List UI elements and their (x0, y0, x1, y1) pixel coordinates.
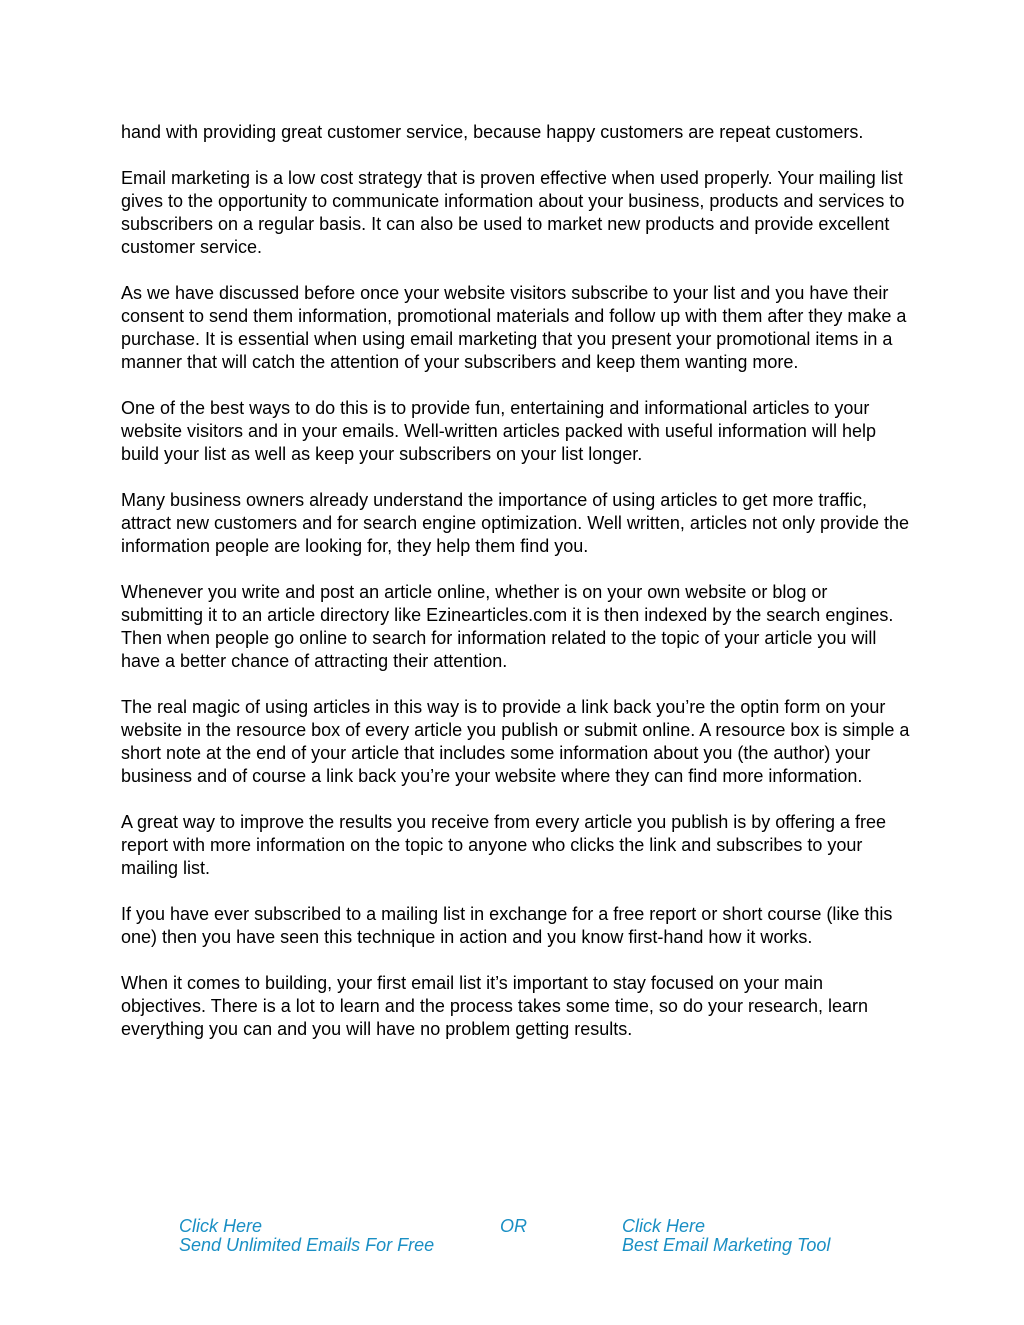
footer-left-link-group (179, 1217, 434, 1255)
best-email-marketing-tool-link[interactable]: Best Email Marketing Tool (622, 1235, 831, 1255)
paragraph: hand with providing great customer service, because happy customers are repeat customers. (121, 122, 864, 142)
footer-right-link-group (622, 1217, 830, 1255)
paragraph: One of the best ways to do this is to provide fun, entertaining and informational articles to your website visitors and in your emails. Well-written articles packed with useful information will help build your list as well as keep your subscribers on your list longer. (121, 398, 876, 464)
or-separator: OR (500, 1216, 527, 1236)
footer-links (0, 1217, 1024, 1267)
paragraph: Whenever you write and post an article online, whether is on your own website or blog or submitting it to an article directory like Ezinearticles.com it is then indexed by the search engines. Then when people go online to search for information related to the topic of your article you will have a better chance of attracting their attention. (121, 582, 894, 671)
document-body (121, 121, 911, 1064)
click-here-link-right[interactable]: Click Here (622, 1216, 706, 1236)
paragraph: A great way to improve the results you receive from every article you publish is by offering a free report with more information on the topic to anyone who clicks the link and subscribes to your mailing list. (121, 812, 887, 878)
paragraph: When it comes to building, your first email list it’s important to stay focused on your main objectives. There is a lot to learn and the process takes some time, so do your research, learn everything you can and you will have no problem getting results. (121, 973, 869, 1039)
click-here-link-left[interactable]: Click Here (179, 1216, 263, 1236)
footer-separator (500, 1217, 527, 1236)
paragraph: Email marketing is a low cost strategy that is proven effective when used properly. Your mailing list gives to the opportunity to communicate information about your business, products and services to subscribers on a regular basis. It can also be used to market new products and provide excellent customer service. (121, 168, 905, 257)
paragraph: The real magic of using articles in this way is to provide a link back you’re the optin form on your website in the resource box of every article you publish or submit online. A resource box is simple a short note at the end of your article that includes some information about you (the author) your business and of course a link back you’re your website where they can find more information. (121, 697, 910, 786)
paragraph: As we have discussed before once your website visitors subscribe to your list and you have their consent to send them information, promotional materials and follow up with them after they make a purchase. It is essential when using email marketing that you present your promotional items in a manner that will catch the attention of your subscribers and keep them wanting more. (121, 283, 907, 372)
send-unlimited-emails-link[interactable]: Send Unlimited Emails For Free (179, 1235, 435, 1255)
paragraph: Many business owners already understand the importance of using articles to get more traffic, attract new customers and for search engine optimization. Well written, articles not only provide the information people are looking for, they help them find you. (121, 490, 910, 556)
paragraph: If you have ever subscribed to a mailing list in exchange for a free report or short course (like this one) then you have seen this technique in action and you know first-hand how it works. (121, 904, 893, 947)
